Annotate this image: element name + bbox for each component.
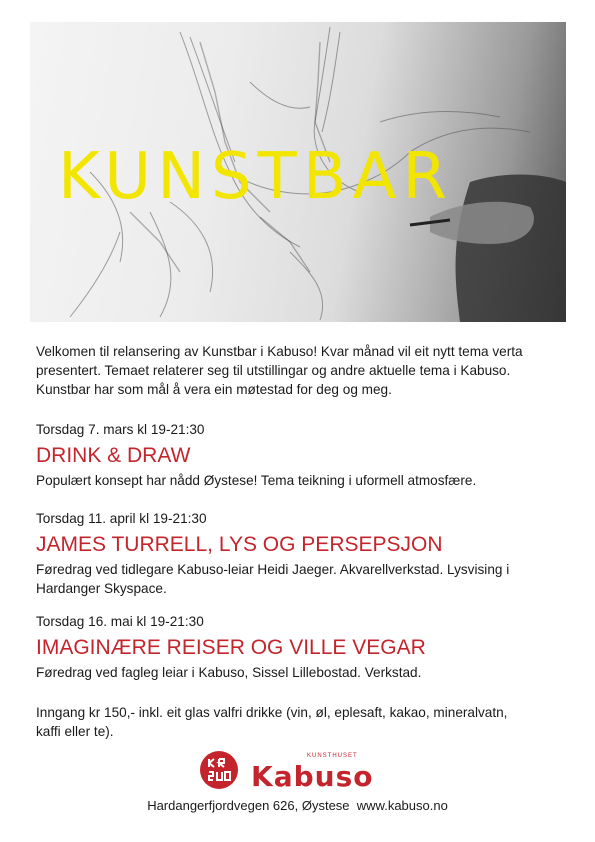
event-description: Populært konsept har nådd Øystese! Tema teikning i uformell atmosfære. [36,473,477,488]
event-1 [36,421,566,490]
event-title: JAMES TURRELL, LYS OG PERSEPSJON [36,533,443,556]
event-title: IMAGINÆRE REISER OG VILLE VEGAR [36,636,426,659]
admission-text: Inngang kr 150,- inkl. eit glas valfri drikke (vin, øl, eplesaft, kakao, mineralvatn, kaffi eller te). [36,705,508,739]
event-title: DRINK & DRAW [36,444,191,467]
event-date: Torsdag 7. mars kl 19-21:30 [36,422,205,437]
event-3 [36,613,566,682]
logo-wordmark: Kabuso [251,760,374,793]
hero-title: KUNSTBAR [58,140,453,214]
event-date: Torsdag 11. april kl 19-21:30 [36,511,207,526]
kabuso-seal-icon [199,750,239,790]
footer-address: Hardangerfjordvegen 626, Øystese www.kabuso.no [147,798,448,813]
event-description: Føredrag ved fagleg leiar i Kabuso, Sissel Lillebostad. Verkstad. [36,665,422,680]
logo-subtitle: KUNSTHUSET [307,753,358,759]
event-date: Torsdag 16. mai kl 19-21:30 [36,614,204,629]
event-description: Føredrag ved tidlegare Kabuso-leiar Heidi Jaeger. Akvarellverkstad. Lysvising i Hardanger Skyspace. [36,562,510,596]
event-2 [36,510,566,598]
hero-image [30,22,566,322]
intro-text: Velkomen til relansering av Kunstbar i Kabuso! Kvar månad vil eit nytt tema verta presentert. Temaet relaterer seg til utstillingar og andre aktuelle tema i Kabuso. Kunstbar har som mål å vera ein møtestad for deg og meg. [36,344,523,397]
kabuso-logo [199,750,399,794]
